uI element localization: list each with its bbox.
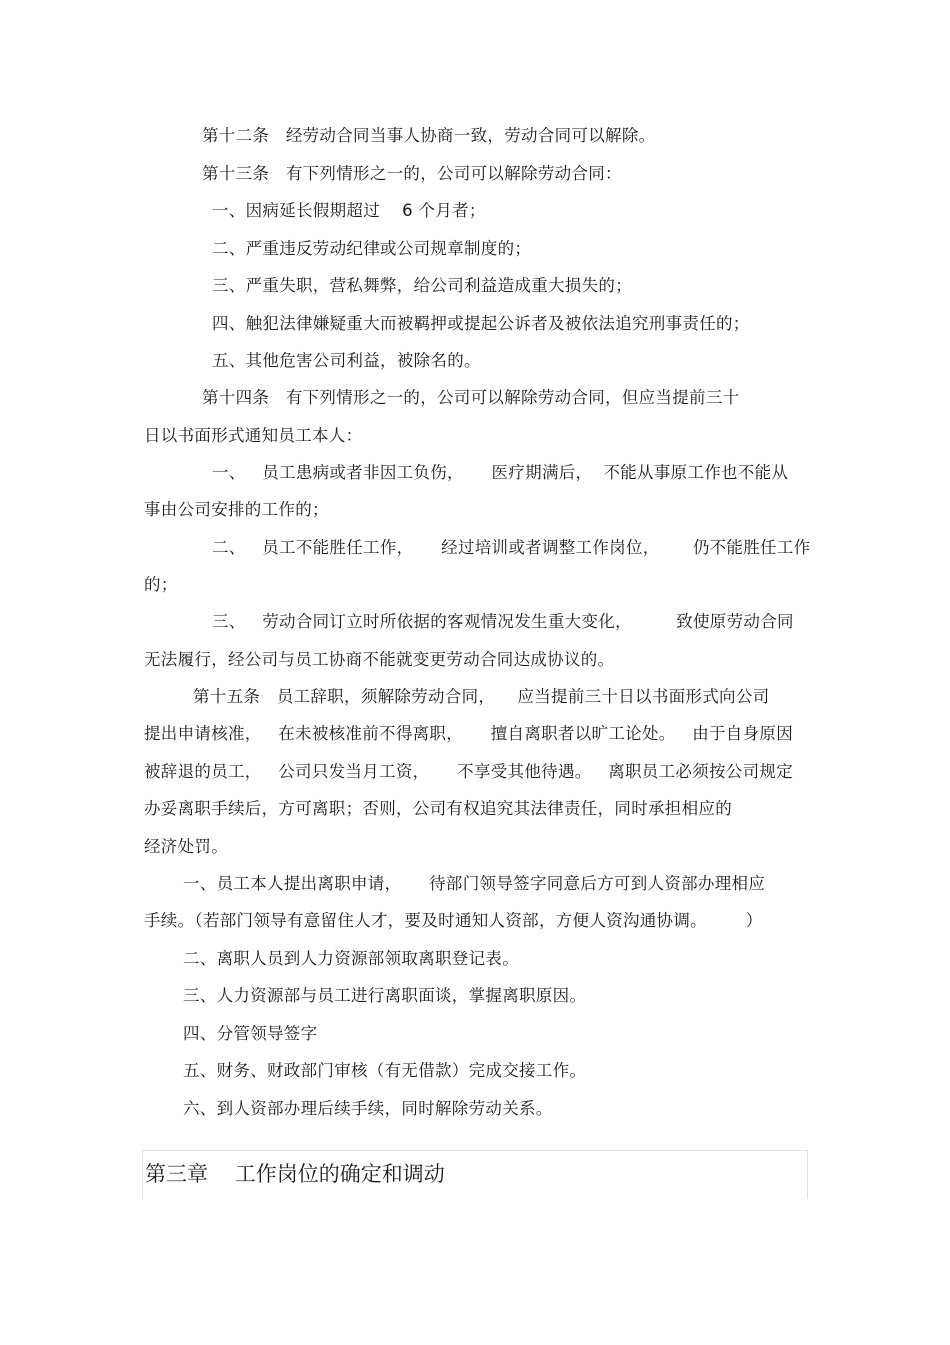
article-14-item-3-cont: 无法履行，经公司与员工协商不能就变更劳动合同达成协议的。 xyxy=(144,650,615,669)
article-14-item-2-cont: 的； xyxy=(144,575,178,594)
article-14: 第十四条 有下列情形之一的，公司可以解除劳动合同，但应当提前三十 xyxy=(202,388,740,407)
article-14-item-3: 三、 劳动合同订立时所依据的客观情况发生重大变化， 致使原劳动合同 xyxy=(212,612,794,631)
article-15-line-3: 被辞退的员工， 公司只发当月工资， 不享受其他待遇。 离职员工必须按公司规定 xyxy=(144,762,793,781)
resign-step-2: 二、离职人员到人力资源部领取离职登记表。 xyxy=(183,949,519,968)
resign-step-4: 四、分管领导签字 xyxy=(183,1024,318,1043)
article-13-item-1: 一、因病延长假期超过 6 个月者； xyxy=(212,201,486,220)
article-13-item-4: 四、触犯法律嫌疑重大而被羁押或提起公诉者及被依法追究刑事责任的； xyxy=(212,314,750,333)
article-13: 第十三条 有下列情形之一的，公司可以解除劳动合同： xyxy=(202,164,622,183)
article-15-line-4: 办妥离职手续后，方可离职；否则，公司有权追究其法律责任，同时承担相应的 xyxy=(144,799,732,818)
article-13-item-3: 三、严重失职，营私舞弊，给公司利益造成重大损失的； xyxy=(212,276,632,295)
chapter-heading: 第三章 工作岗位的确定和调动 xyxy=(145,1162,445,1186)
article-14-cont: 日以书面形式通知员工本人： xyxy=(144,426,363,445)
article-14-item-2: 二、 员工不能胜任工作， 经过培训或者调整工作岗位， 仍不能胜任工作 xyxy=(212,538,811,557)
resign-step-6: 六、到人资部办理后续手续，同时解除劳动关系。 xyxy=(183,1099,553,1118)
article-12: 第十二条 经劳动合同当事人协商一致，劳动合同可以解除。 xyxy=(202,126,656,145)
article-15-line-2: 提出申请核准， 在未被核准前不得离职， 擅自离职者以旷工论处。 由于自身原因 xyxy=(144,724,793,743)
article-13-item-2: 二、严重违反劳动纪律或公司规章制度的； xyxy=(212,239,532,258)
article-14-item-1-cont: 事由公司安排的工作的； xyxy=(144,500,329,519)
resign-step-1: 一、员工本人提出离职申请， 待部门领导签字同意后方可到人资部办理相应 xyxy=(183,874,766,893)
resign-step-1-cont: 手续。（若部门领导有意留住人才，要及时通知人资部，方便人资沟通协调。 ） xyxy=(144,911,763,930)
resign-step-3: 三、人力资源部与员工进行离职面谈，掌握离职原因。 xyxy=(183,986,587,1005)
article-13-item-5: 五、其他危害公司利益，被除名的。 xyxy=(212,351,481,370)
resign-step-5: 五、财务、财政部门审核（有无借款）完成交接工作。 xyxy=(183,1061,587,1080)
article-14-item-1: 一、 员工患病或者非因工负伤， 医疗期满后， 不能从事原工作也不能从 xyxy=(212,463,789,482)
article-15-line-5: 经济处罚。 xyxy=(144,837,228,856)
article-15: 第十五条 员工辞职，须解除劳动合同， 应当提前三十日以书面形式向公司 xyxy=(193,687,770,706)
